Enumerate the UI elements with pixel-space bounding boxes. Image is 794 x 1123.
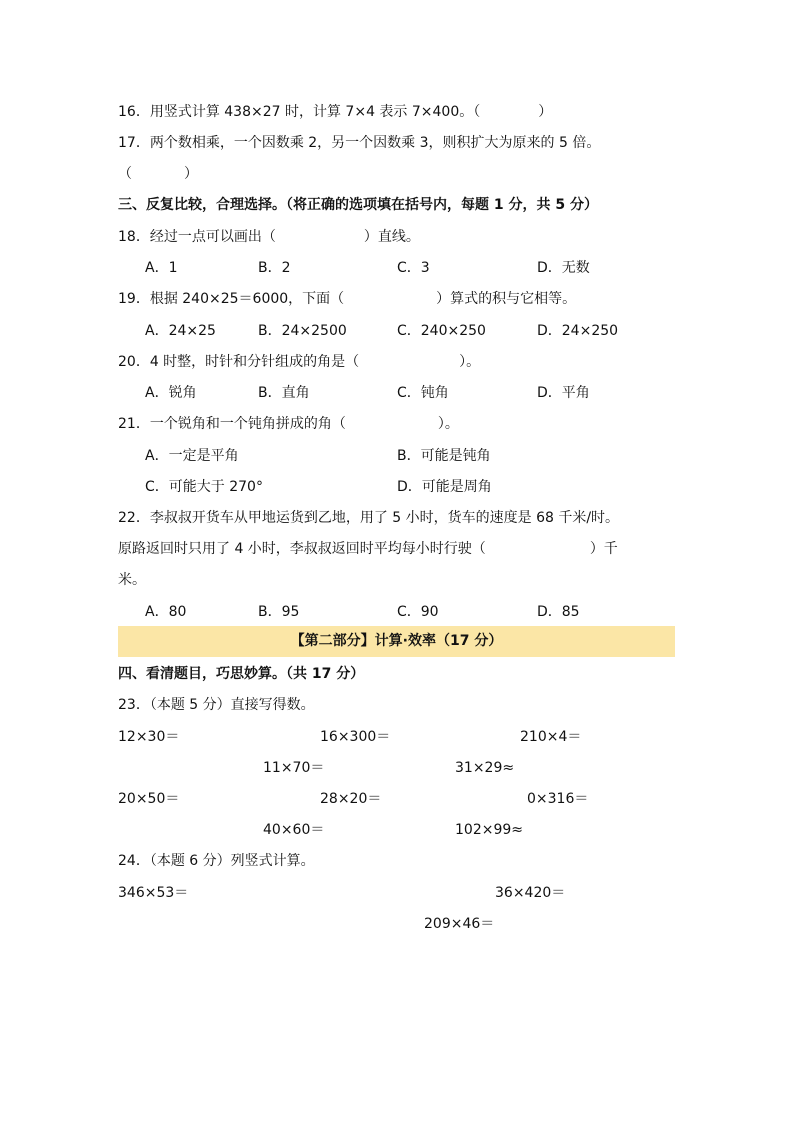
question-18 (118, 227, 420, 247)
option-a[interactable]: A．24×25 (145, 323, 216, 339)
option-d[interactable]: D．可能是周角 (397, 479, 492, 495)
calc-item[interactable]: 209×46＝ (424, 916, 495, 932)
option-b[interactable]: B．95 (258, 604, 300, 620)
question-22-tail: ）千 (589, 541, 618, 557)
option-d[interactable]: D．平角 (537, 385, 590, 401)
paren-open: （ (118, 166, 132, 182)
question-21-stem: 21．一个锐角和一个钝角拼成的角（ (118, 416, 346, 432)
option-b[interactable]: B．直角 (258, 385, 310, 401)
option-c[interactable]: C．钝角 (397, 385, 449, 401)
part-2-banner: 【第二部分】计算·效率（17 分） (118, 626, 675, 657)
calc-item[interactable]: 31×29≈ (455, 760, 515, 776)
question-21 (118, 414, 459, 434)
question-23-title: 23．（本题 5 分）直接写得数。 (118, 697, 315, 713)
question-19-tail: ）算式的积与它相等。 (436, 291, 577, 307)
question-22-stem: 原路返回时只用了 4 小时，李叔叔返回时平均每小时行驶（ (118, 541, 486, 557)
option-c[interactable]: C．90 (397, 604, 439, 620)
calc-item[interactable]: 40×60＝ (263, 822, 325, 838)
calc-item[interactable]: 36×420＝ (495, 885, 566, 901)
section-3-title: 三、反复比较，合理选择。（将正确的选项填在括号内，每题 1 分，共 5 分） (118, 197, 598, 213)
option-d[interactable]: D．85 (537, 604, 580, 620)
option-a[interactable]: A．一定是平角 (145, 448, 239, 464)
question-21-tail: ）。 (437, 416, 459, 432)
option-b[interactable]: B．可能是钝角 (397, 448, 491, 464)
option-c[interactable]: C．可能大于 270° (145, 479, 263, 495)
calc-item[interactable]: 346×53＝ (118, 885, 189, 901)
calc-item[interactable]: 0×316＝ (527, 791, 589, 807)
calc-item[interactable]: 11×70＝ (263, 760, 325, 776)
question-17-answer (118, 164, 198, 184)
paren-close: ） (184, 166, 198, 182)
option-d[interactable]: D．24×250 (537, 323, 619, 339)
calc-item[interactable]: 12×30＝ (118, 729, 180, 745)
option-a[interactable]: A．1 (145, 260, 178, 276)
option-c[interactable]: C．3 (397, 260, 430, 276)
question-17-line1: 17．两个数相乘，一个因数乘 2，另一个因数乘 3，则积扩大为原来的 5 倍。 (118, 135, 601, 151)
question-18-stem: 18．经过一点可以画出（ (118, 229, 276, 245)
question-20-tail: ）。 (459, 354, 481, 370)
paren-close: ） (538, 104, 553, 120)
option-b[interactable]: B．24×2500 (258, 323, 347, 339)
question-19-stem: 19．根据 240×25＝6000，下面（ (118, 291, 345, 307)
question-24-title: 24．（本题 6 分）列竖式计算。 (118, 853, 315, 869)
question-18-tail: ）直线。 (363, 229, 420, 245)
option-a[interactable]: A．锐角 (145, 385, 197, 401)
option-d[interactable]: D．无数 (537, 260, 590, 276)
option-c[interactable]: C．240×250 (397, 323, 486, 339)
question-16 (118, 102, 552, 122)
question-16-text: 16．用竖式计算 438×27 时，计算 7×4 表示 7×400。（ (118, 104, 481, 120)
calc-item[interactable]: 102×99≈ (455, 822, 523, 838)
option-a[interactable]: A．80 (145, 604, 187, 620)
question-20-stem: 20．4 时整，时针和分针组成的角是（ (118, 354, 360, 370)
question-20 (118, 352, 480, 372)
section-4-title: 四、看清题目，巧思妙算。（共 17 分） (118, 666, 365, 682)
calc-item[interactable]: 28×20＝ (320, 791, 382, 807)
question-22-line2 (118, 539, 618, 559)
option-b[interactable]: B．2 (258, 260, 291, 276)
question-19 (118, 289, 576, 309)
question-22-line1: 22．李叔叔开货车从甲地运货到乙地，用了 5 小时，货车的速度是 68 千米/时。 (118, 510, 620, 526)
calc-item[interactable]: 210×4＝ (520, 729, 582, 745)
calc-item[interactable]: 16×300＝ (320, 729, 391, 745)
calc-item[interactable]: 20×50＝ (118, 791, 180, 807)
question-22-line3: 米。 (118, 572, 146, 588)
